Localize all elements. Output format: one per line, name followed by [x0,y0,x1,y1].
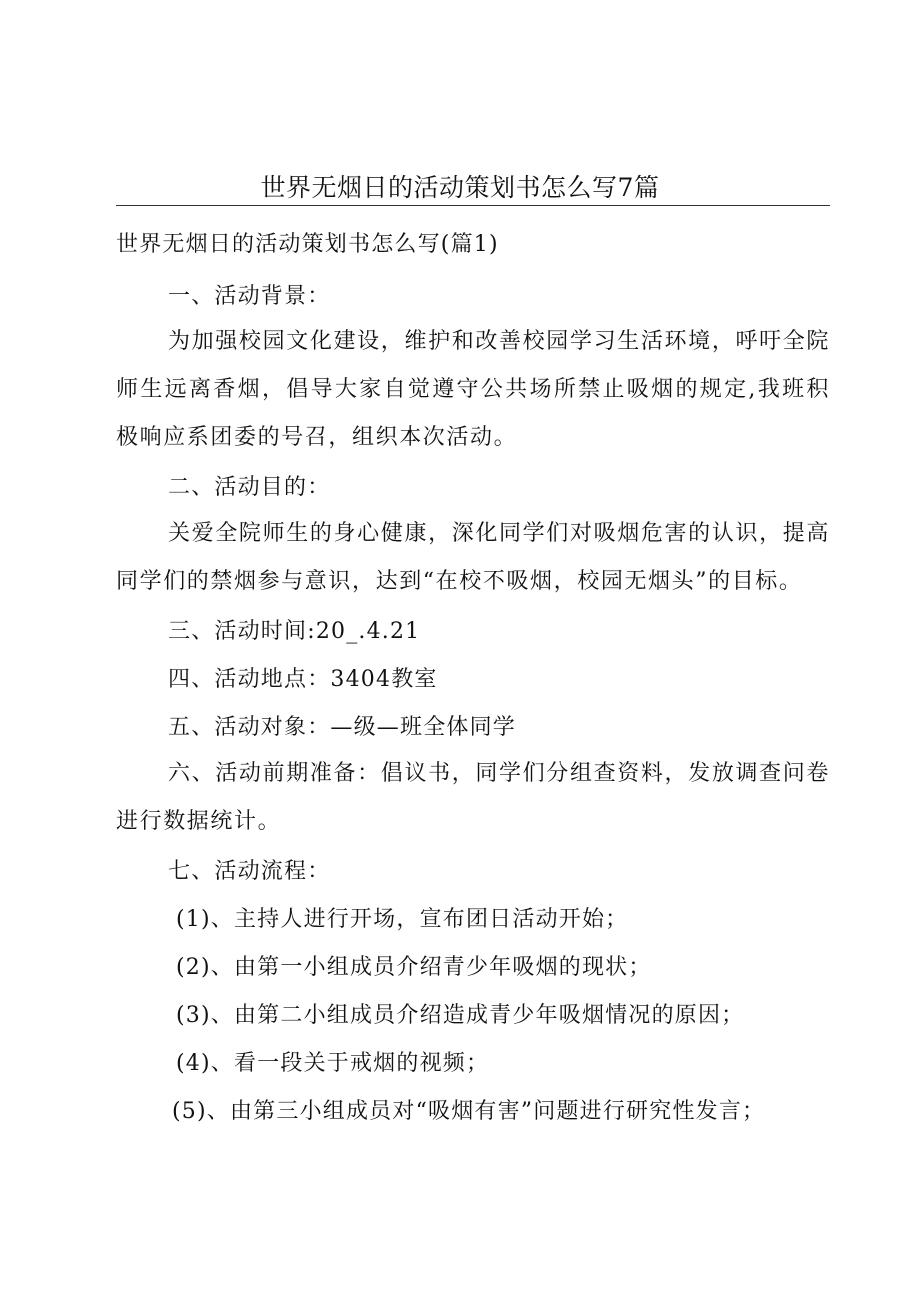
activity-time: 三、活动时间:20_.4.21 [168,619,421,644]
process-step: (2)、由第一小组成员介绍青少年吸烟的现状； [176,955,652,980]
process-step: (5)、由第三小组成员对“吸烟有害”问题进行研究性发言； [172,1099,766,1124]
document-title: 世界无烟日的活动策划书怎么写7篇 [260,173,660,202]
section-subtitle: 世界无烟日的活动策划书怎么写(篇1) [116,232,499,257]
process-step: (1)、主持人进行开场，宣布团日活动开始； [176,907,629,932]
process-step: (3)、由第二小组成员介绍造成青少年吸烟情况的原因； [176,1003,745,1028]
process-heading: 七、活动流程： [168,859,331,884]
title-underline [116,205,830,206]
process-step: (4)、看一段关于戒烟的视频； [176,1051,490,1076]
background-paragraph: 为加强校园文化建设，维护和改善校园学习生活环境，呼吁全院师生远离香烟，倡导大家自觉遵守公共场所禁止吸烟的规定,我班积极响应系团委的号召，组织本次活动。 [116,329,830,450]
activity-location: 四、活动地点：3404教室 [168,667,438,692]
activity-audience: 五、活动对象：—级—班全体同学 [168,715,517,740]
purpose-heading: 二、活动目的： [168,475,331,500]
purpose-paragraph: 关爱全院师生的身心健康，深化同学们对吸烟危害的认识，提高同学们的禁烟参与意识，达到“在校不吸烟，校园无烟头”的目标。 [116,521,830,594]
background-heading: 一、活动背景： [168,284,331,309]
preparation-paragraph: 六、活动前期准备：倡议书，同学们分组查资料，发放调查问卷进行数据统计。 [116,761,830,834]
